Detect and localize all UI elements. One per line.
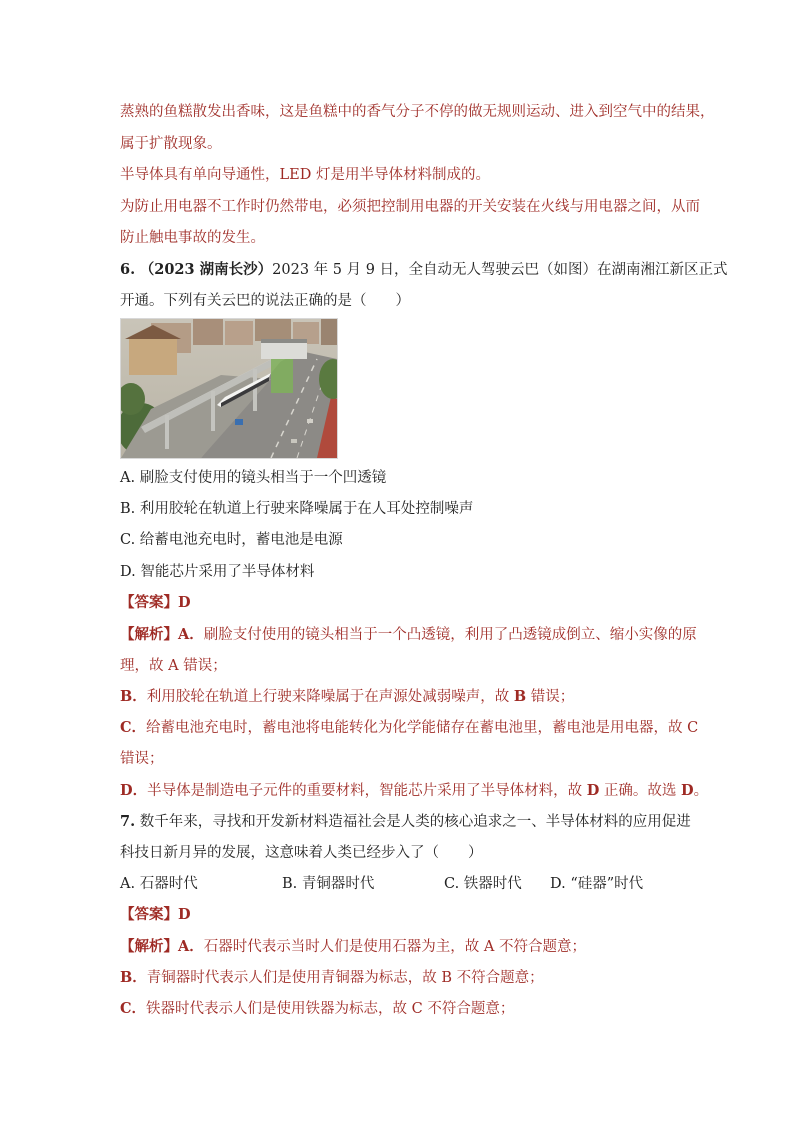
intro-line-2: 属于扩散现象。 — [120, 136, 222, 152]
q6-analysis-label: 【解析】 — [120, 626, 178, 643]
intro-line-3: 半导体具有单向导通性，LED 灯是用半导体材料制成的。 — [120, 167, 490, 183]
q6-analysis-d-mid: 正确。故选 — [599, 783, 681, 799]
q7-option-a: A. 石器时代 — [120, 876, 198, 892]
q7-stem-line-2: 科技日新月异的发展，这意味着人类已经步入了（ ） — [120, 845, 483, 861]
q6-analysis-line-4 — [120, 718, 698, 738]
intro-line-1: 蒸熟的鱼糕散发出香味，这是鱼糕中的香气分子不停的做无规则运动、进入到空气中的结果， — [120, 104, 715, 120]
q6-analysis-line-1 — [120, 625, 697, 645]
q6-answer — [120, 593, 191, 613]
q6-analysis-d-end: 。 — [693, 783, 709, 799]
q6-analysis-letter-d: D． — [120, 782, 148, 799]
q7-analysis-letter-a: A． — [178, 938, 204, 955]
q6-analysis-d-letter3: D — [680, 782, 694, 799]
q6-analysis-c-text: 给蓄电池充电时，蓄电池将电能转化为化学能储存在蓄电池里，蓄电池是用电器，故 — [146, 720, 688, 736]
q6-answer-label: 【答案】 — [120, 594, 178, 611]
q6-analysis-d-text: 半导体是制造电子元件的重要材料，智能芯片采用了半导体材料，故 — [147, 783, 587, 799]
q6-answer-value: D — [178, 594, 191, 611]
sky-shuttle-illustration — [121, 319, 337, 458]
q7-answer-label: 【答案】 — [120, 906, 178, 923]
q6-analysis-letter-b: B． — [120, 688, 147, 705]
q6-analysis-a2-post: 错误； — [178, 658, 227, 674]
q6-analysis-c-letter2: C — [687, 720, 699, 736]
q6-option-d: D. 智能芯片采用了半导体材料 — [120, 564, 315, 580]
q7-stem-line-1 — [120, 812, 691, 832]
q7-stem-text-1: 数千年来，寻找和开发新材料造福社会是人类的核心追求之一、半导体材料的应用促进 — [139, 814, 691, 830]
q6-source: （2023 湖南长沙） — [139, 261, 273, 278]
q6-analysis-line-6 — [120, 781, 708, 801]
q7-analysis-a-text: 石器时代表示当时人们是使用石器为主，故 A 不符合题意； — [203, 939, 586, 955]
q6-analysis-line-2 — [120, 656, 227, 676]
q7-analysis-c-text: 铁器时代表示人们是使用铁器为标志，故 C 不符合题意； — [146, 1001, 515, 1017]
q6-stem-line-2: 开通。下列有关云巴的说法正确的是（ ） — [120, 293, 410, 309]
q6-option-b: B. 利用胶轮在轨道上行驶来降噪属于在人耳处控制噪声 — [120, 501, 474, 517]
q7-analysis-letter-b: B． — [120, 969, 147, 986]
q6-analysis-b-letter2: B — [513, 688, 527, 705]
q7-option-d: D. “硅器”时代 — [550, 876, 644, 892]
q6-analysis-a2-pre: 理，故 — [120, 658, 169, 674]
q6-analysis-a-text: 刷脸支付使用的镜头相当于一个凸透镜，利用了凸透镜成倒立、缩小实像的原 — [203, 627, 697, 643]
q7-analysis-letter-c: C． — [120, 1000, 147, 1017]
q6-analysis-line-5: 错误； — [120, 751, 164, 767]
q7-analysis-line-2 — [120, 968, 544, 988]
q7-option-c: C. 铁器时代 — [444, 876, 522, 892]
q7-option-b: B. 青铜器时代 — [282, 876, 375, 892]
q7-answer — [120, 905, 191, 925]
q6-option-c: C. 给蓄电池充电时，蓄电池是电源 — [120, 532, 343, 548]
q7-answer-value: D — [178, 906, 191, 923]
intro-line-4: 为防止用电器不工作时仍然带电，必须把控制用电器的开关安装在火线与用电器之间，从而 — [120, 199, 700, 215]
sky-shuttle-photo — [120, 318, 338, 459]
q6-analysis-line-3 — [120, 687, 574, 707]
q6-stem-line-1 — [120, 260, 728, 280]
q6-analysis-a2-letter: A — [168, 658, 179, 674]
q7-analysis-label: 【解析】 — [120, 938, 178, 955]
q6-stem-text-1: 2023 年 5 月 9 日，全自动无人驾驶云巴（如图）在湖南湘江新区正式 — [272, 262, 728, 278]
q6-analysis-b-text: 利用胶轮在轨道上行驶来降噪属于在声源处减弱噪声，故 — [146, 689, 514, 705]
q7-analysis-line-1 — [120, 937, 586, 957]
intro-line-5: 防止触电事故的发生。 — [120, 230, 265, 246]
q7-analysis-line-3 — [120, 999, 514, 1019]
q6-number: 6. — [120, 261, 136, 278]
q7-analysis-b-text: 青铜器时代表示人们是使用青铜器为标志，故 B 不符合题意； — [146, 970, 544, 986]
q7-number: 7. — [120, 813, 136, 830]
q6-analysis-letter-a: A． — [178, 626, 204, 643]
q6-option-a: A. 刷脸支付使用的镜头相当于一个凹透镜 — [120, 470, 387, 486]
q6-analysis-letter-c: C． — [120, 719, 147, 736]
q6-analysis-d-letter2: D — [586, 782, 600, 799]
q6-analysis-b-post: 错误； — [526, 689, 575, 705]
